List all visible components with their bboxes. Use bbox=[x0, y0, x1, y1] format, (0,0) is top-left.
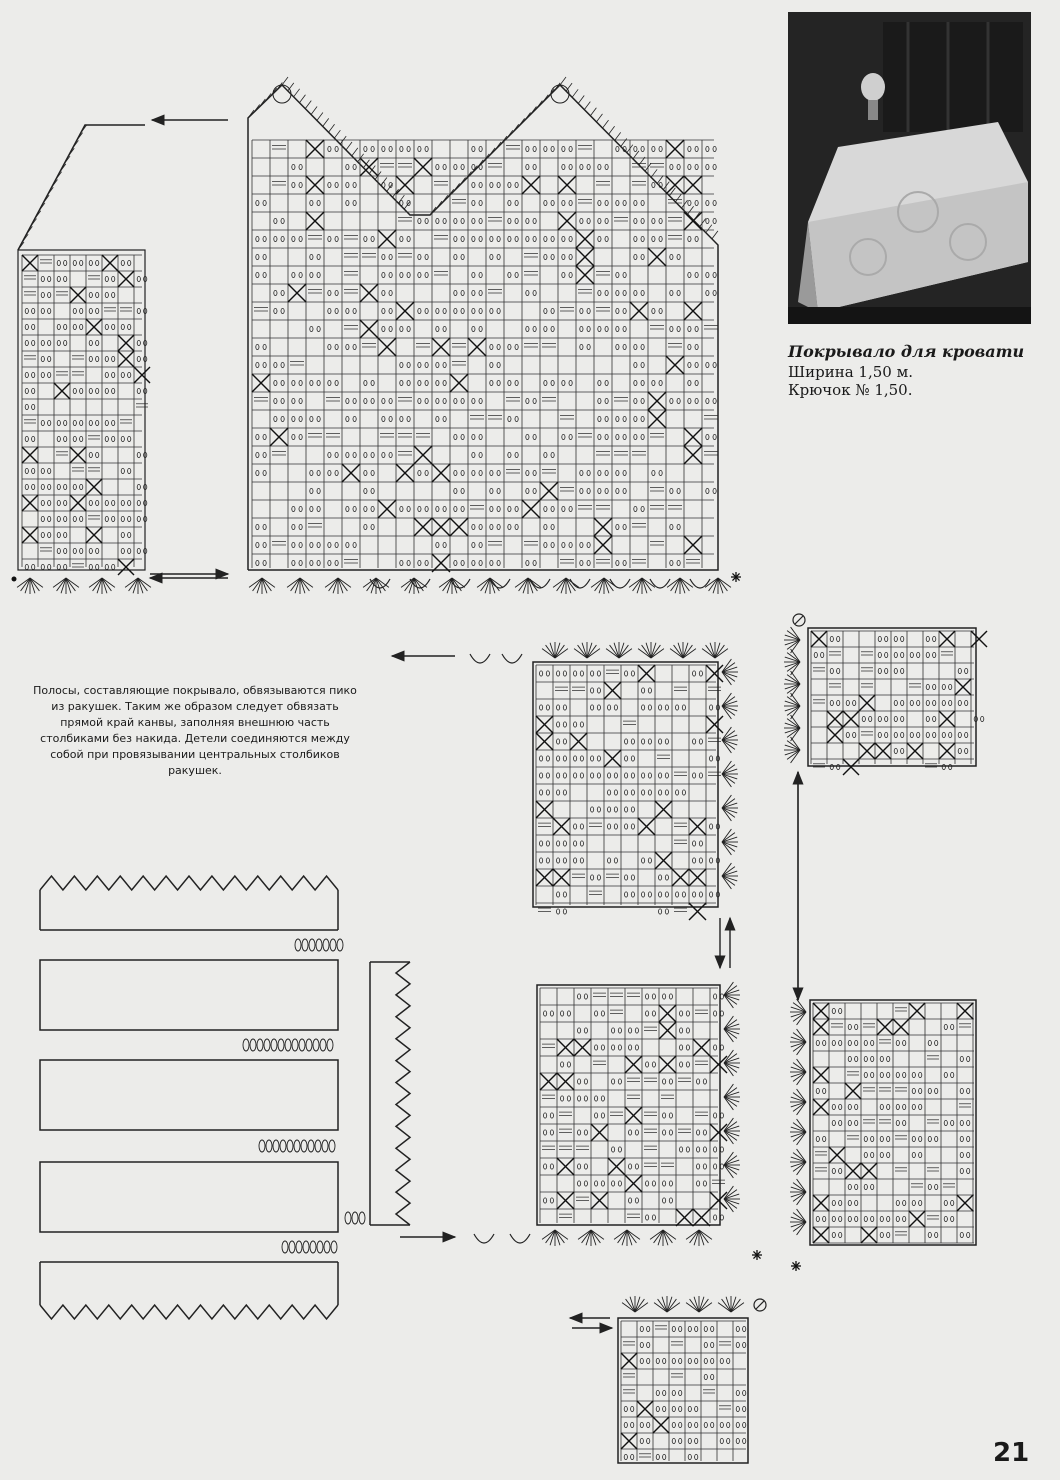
join-chain bbox=[259, 1140, 265, 1152]
chart-corner-upper-right bbox=[808, 628, 976, 766]
join-chain bbox=[303, 1241, 309, 1253]
join-chain bbox=[317, 1241, 323, 1253]
shell-fan bbox=[784, 627, 800, 653]
shell-fan bbox=[614, 1230, 640, 1246]
caption-title: Покрывало для кровати bbox=[788, 342, 1025, 361]
join-chain bbox=[330, 939, 336, 951]
asterisk-icon bbox=[731, 572, 741, 582]
join-chain bbox=[345, 1212, 351, 1224]
join-chain bbox=[313, 1039, 319, 1051]
grid-square-upper bbox=[536, 665, 723, 920]
assembly-note: Полосы, составляющие покрывало, обвязываются пико из ракушек. Таким же образом следует обвязать прямой край канвы, заполняя внешнюю часть столбиками без накида. Детели соединяются между собой при провязывании центральных столбиков ракушек. bbox=[33, 684, 357, 777]
shell-fan bbox=[784, 649, 800, 675]
join-chain bbox=[327, 1039, 333, 1051]
shell-fan bbox=[724, 1016, 740, 1042]
grid-bottom-small bbox=[621, 1321, 746, 1461]
join-chain bbox=[308, 1140, 314, 1152]
page-number: 21 bbox=[993, 1438, 1030, 1468]
join-chain bbox=[324, 1241, 330, 1253]
shell-fan bbox=[722, 693, 738, 719]
asterisk-icon bbox=[752, 1250, 762, 1260]
shell-fan bbox=[638, 642, 664, 658]
join-chain bbox=[331, 1241, 337, 1253]
join-chain bbox=[285, 1039, 291, 1051]
join-chain bbox=[315, 1140, 321, 1152]
start-marker-icon bbox=[793, 614, 805, 626]
shell-fan bbox=[53, 578, 79, 594]
shell-fan bbox=[89, 578, 115, 594]
shell-fan bbox=[654, 1296, 680, 1312]
shell-fan bbox=[784, 671, 800, 697]
shell-fan bbox=[790, 1059, 806, 1085]
join-loop bbox=[474, 1234, 494, 1243]
join-loop bbox=[502, 654, 522, 663]
join-chain bbox=[352, 1212, 358, 1224]
shell-fan bbox=[784, 693, 800, 719]
start-marker-icon bbox=[754, 1299, 766, 1311]
chart-bottom-small bbox=[618, 1318, 748, 1463]
shell-fan bbox=[574, 642, 600, 658]
shell-fan bbox=[686, 1230, 712, 1246]
join-loop bbox=[510, 1234, 530, 1243]
join-chain bbox=[310, 1241, 316, 1253]
join-loop bbox=[690, 579, 710, 588]
join-chain bbox=[250, 1039, 256, 1051]
join-chain bbox=[301, 1140, 307, 1152]
join-chain bbox=[320, 1039, 326, 1051]
join-chain bbox=[299, 1039, 305, 1051]
join-chain bbox=[273, 1140, 279, 1152]
join-chain bbox=[337, 939, 343, 951]
join-chain bbox=[282, 1241, 288, 1253]
join-chain bbox=[295, 939, 301, 951]
shell-fan bbox=[790, 999, 806, 1025]
join-chain bbox=[359, 1212, 365, 1224]
shell-fan bbox=[790, 1179, 806, 1205]
shell-fan bbox=[650, 1230, 676, 1246]
shell-fan bbox=[125, 578, 151, 594]
shell-fan bbox=[249, 578, 275, 594]
grid-corner-upper bbox=[811, 631, 987, 775]
join-chain bbox=[278, 1039, 284, 1051]
caption-width: Ширина 1,50 м. bbox=[788, 363, 914, 381]
shell-fan bbox=[724, 1152, 740, 1178]
shell-fan bbox=[724, 982, 740, 1008]
join-chain bbox=[309, 939, 315, 951]
join-chain bbox=[296, 1241, 302, 1253]
join-chain bbox=[292, 1039, 298, 1051]
shell-fan bbox=[515, 578, 541, 594]
join-chain bbox=[316, 939, 322, 951]
join-chain bbox=[302, 939, 308, 951]
shell-fan bbox=[790, 1089, 806, 1115]
grid-m-panel bbox=[252, 140, 718, 572]
shell-fan bbox=[542, 1230, 568, 1246]
join-chain bbox=[323, 939, 329, 951]
shell-fan bbox=[606, 642, 632, 658]
shell-fan bbox=[718, 1296, 744, 1312]
shell-fan bbox=[790, 1209, 806, 1235]
shell-fan bbox=[722, 727, 738, 753]
join-chain bbox=[257, 1039, 263, 1051]
join-loop bbox=[610, 579, 630, 588]
shell-fan bbox=[578, 1230, 604, 1246]
shell-fan bbox=[287, 578, 313, 594]
assembly-schematic bbox=[40, 876, 410, 1319]
shell-fan bbox=[790, 1119, 806, 1145]
join-chain bbox=[280, 1140, 286, 1152]
join-chain bbox=[289, 1241, 295, 1253]
grid-square-lower bbox=[540, 988, 727, 1226]
shell-fan bbox=[790, 1149, 806, 1175]
shell-fan bbox=[724, 1084, 740, 1110]
start-dot-icon bbox=[12, 577, 17, 582]
chart-strip-left bbox=[18, 125, 145, 570]
grid-corner-lower bbox=[813, 1003, 974, 1243]
join-chain bbox=[266, 1140, 272, 1152]
shell-fan bbox=[784, 715, 800, 741]
shell-fan bbox=[591, 578, 617, 594]
join-chain bbox=[322, 1140, 328, 1152]
shell-fan bbox=[670, 642, 696, 658]
join-chain bbox=[287, 1140, 293, 1152]
shell-fan bbox=[622, 1296, 648, 1312]
join-chain bbox=[243, 1039, 249, 1051]
join-chain bbox=[271, 1039, 277, 1051]
join-chain bbox=[264, 1039, 270, 1051]
join-loop bbox=[650, 579, 670, 588]
join-chain bbox=[306, 1039, 312, 1051]
asterisk-icon bbox=[791, 1261, 801, 1271]
caption-hook: Крючок № 1,50. bbox=[788, 381, 913, 399]
shell-fan bbox=[401, 578, 427, 594]
shell-fan bbox=[722, 863, 738, 889]
shell-fan bbox=[439, 578, 465, 594]
shell-fan bbox=[722, 829, 738, 855]
join-loop bbox=[570, 579, 590, 588]
shell-fan bbox=[722, 761, 738, 787]
shell-fan bbox=[722, 795, 738, 821]
connector-arrows bbox=[150, 120, 798, 1328]
shell-fan bbox=[477, 578, 503, 594]
join-chain bbox=[329, 1140, 335, 1152]
shell-fan bbox=[667, 578, 693, 594]
join-chain bbox=[294, 1140, 300, 1152]
shell-fan bbox=[17, 578, 43, 594]
shell-fan bbox=[784, 737, 800, 763]
shell-fan bbox=[325, 578, 351, 594]
shell-fan bbox=[686, 1296, 712, 1312]
grid-strip-left bbox=[22, 255, 150, 575]
shell-fan bbox=[722, 659, 738, 685]
shell-fan bbox=[542, 642, 568, 658]
shell-fan bbox=[702, 642, 728, 658]
join-loop bbox=[470, 654, 490, 663]
shell-fan bbox=[790, 1029, 806, 1055]
